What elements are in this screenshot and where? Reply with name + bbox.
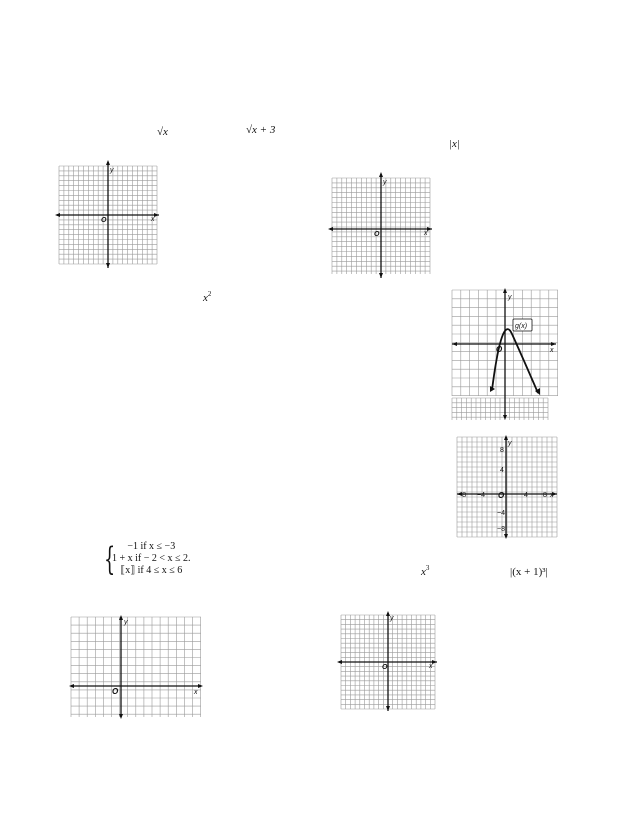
- y-axis-label: y: [508, 440, 512, 447]
- graph-scaled: [457, 437, 557, 537]
- x-cubed-exponent: 3: [425, 564, 430, 572]
- expr-sqrt-x-plus-3: √x + 3: [246, 124, 276, 136]
- axis-arrows: [337, 611, 437, 711]
- curve-arrows: [490, 386, 540, 395]
- tick-y-8: 8: [500, 447, 504, 454]
- curve-label: g(x): [515, 323, 528, 330]
- grid-lines-lower: [452, 398, 548, 420]
- expr-abs-x-plus-1-cubed: |(x + 1)³|: [510, 566, 548, 578]
- grid-lines: [457, 437, 557, 537]
- origin-label: O: [101, 217, 107, 224]
- origin-label: O: [496, 345, 503, 354]
- graph-grid-6: [341, 615, 435, 709]
- piecewise-row-2: 1 + x if − 2 < x ≤ 2.: [112, 553, 191, 564]
- origin-label: O: [498, 491, 505, 500]
- y-axis-label: y: [508, 294, 512, 301]
- y-axis-label: y: [390, 615, 394, 622]
- expr-sqrt-x: √x: [157, 126, 168, 138]
- x-axis-label: x: [550, 347, 554, 354]
- y-axis-label: y: [110, 167, 114, 174]
- tick-x-4: 4: [524, 492, 528, 499]
- x-axis-label: x: [550, 492, 554, 499]
- graph-grid-2: [332, 178, 430, 274]
- graph-grid-5: [71, 617, 201, 717]
- piecewise-row-1: −1 if x ≤ −3: [127, 541, 176, 552]
- x-squared-base: x: [203, 292, 208, 304]
- x-squared-exponent: 2: [207, 290, 212, 298]
- expr-x-cubed: [421, 566, 429, 578]
- piecewise-function: [112, 541, 191, 577]
- axis-arrows: [55, 160, 159, 268]
- expr-x-squared: [203, 292, 211, 304]
- x-axis-label: x: [424, 230, 428, 237]
- origin-label: O: [374, 231, 380, 238]
- piecewise-row-3: ⟦x⟧ if 4 ≤ x ≤ 6: [120, 565, 183, 576]
- expr-abs-x: |x|: [449, 138, 460, 150]
- origin-label: O: [112, 687, 119, 696]
- x-axis-label: x: [429, 663, 433, 670]
- piecewise-brace: {: [104, 540, 116, 578]
- x-axis-label: x: [194, 689, 198, 696]
- x-cubed-base: x: [421, 566, 426, 578]
- origin-label: O: [382, 664, 388, 671]
- tick-y-neg4: −4: [497, 510, 505, 517]
- graph-grid-1: [59, 166, 157, 264]
- graph-g-of-x: [452, 290, 558, 420]
- y-axis-label: y: [383, 179, 387, 186]
- y-axis-label: y: [124, 619, 128, 626]
- grid-lines: [71, 617, 201, 717]
- tick-y-neg8: −8: [497, 526, 505, 533]
- tick-x-neg8: −8: [458, 492, 466, 499]
- tick-y-4: 4: [500, 467, 504, 474]
- x-axis-label: x: [151, 216, 155, 223]
- tick-x-neg4: −4: [477, 492, 485, 499]
- tick-x-8: 8: [543, 492, 547, 499]
